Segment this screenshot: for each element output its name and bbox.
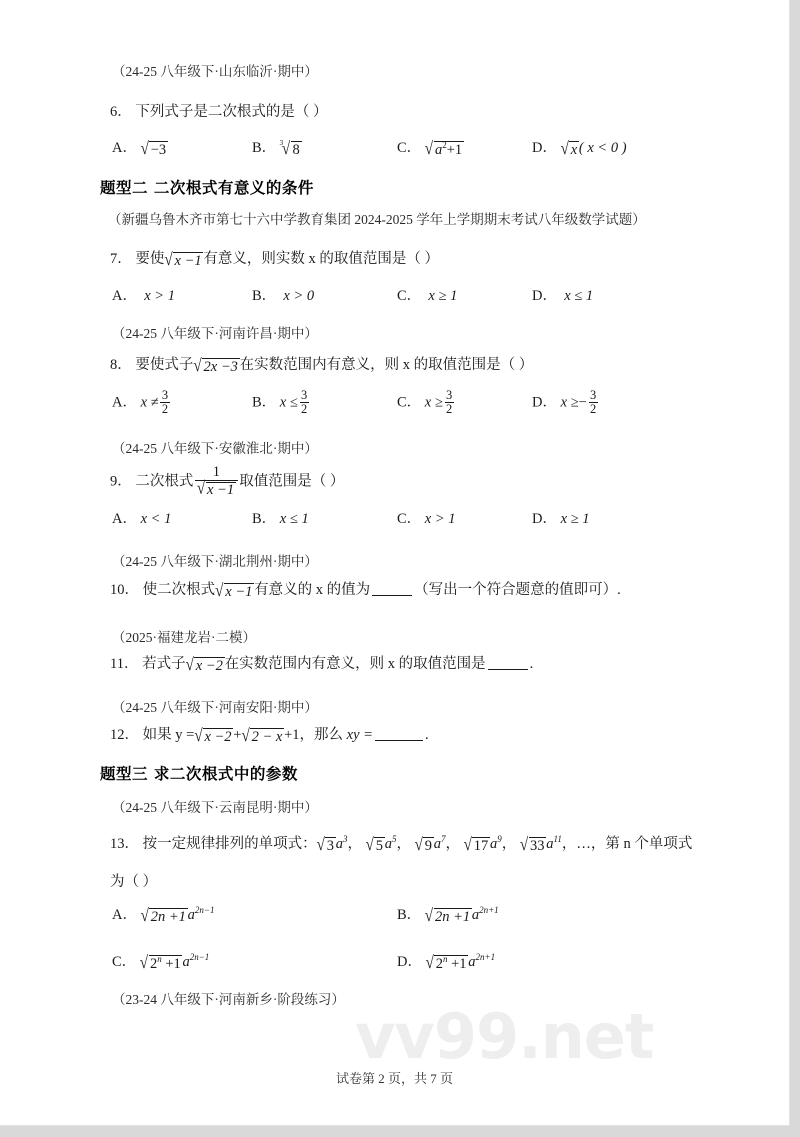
q13-term-3-exp: 7: [441, 834, 446, 845]
q8-option-c[interactable]: [397, 390, 456, 416]
q7-option-a[interactable]: [112, 284, 175, 305]
q8-option-c-den: 2: [446, 401, 453, 416]
q13-term-5-exp: 11: [553, 834, 562, 845]
q13-option-a[interactable]: [112, 903, 214, 926]
q6-option-c-label: C．: [397, 140, 422, 156]
q13-term-1-radicand: 3: [326, 837, 335, 854]
q8-option-b-label: B．: [252, 394, 277, 411]
q9-number: 9．: [110, 473, 132, 490]
sqrt-icon: [215, 583, 254, 601]
fraction: [300, 389, 309, 415]
q11-stem-pre: 若式子: [142, 656, 186, 672]
q6-option-a-label: A．: [112, 140, 137, 156]
sqrt-icon: [194, 728, 233, 746]
question-11: [110, 652, 533, 675]
q8-stem-pre: 要使式子: [135, 357, 194, 373]
sqrt-icon: [425, 141, 464, 159]
q6-option-c-exp: 2: [442, 139, 447, 150]
q7-option-b[interactable]: [252, 284, 314, 305]
q13-option-a-base: a: [187, 907, 195, 923]
q6-option-b-label: B．: [252, 140, 277, 156]
q6-option-b-value: 8: [292, 141, 300, 158]
q9-option-c-value: x > 1: [424, 511, 456, 527]
q6-option-a[interactable]: [112, 136, 168, 159]
watermark: vv99.net: [355, 1000, 654, 1073]
sqrt-icon: [140, 955, 183, 973]
sqrt-icon: [241, 728, 284, 746]
q9-option-c-label: C．: [397, 511, 422, 527]
q9-frac-den-radicand: x −1: [206, 481, 235, 498]
question-8: [110, 353, 533, 376]
q8-option-b-den: 2: [301, 401, 308, 416]
sqrt-icon: [197, 482, 236, 498]
sqrt-icon: [520, 837, 546, 855]
q7-option-b-value: x > 0: [283, 288, 315, 304]
q9-option-b-value: x ≤ 1: [279, 511, 309, 527]
q8-option-a[interactable]: [112, 390, 171, 416]
q13-option-d-base: a: [468, 954, 476, 970]
q7-option-a-label: A．: [112, 288, 137, 304]
q11-radicand: x −2: [195, 657, 223, 674]
q7-stem-post: 有意义，则实数 x 的取值范围是（ ）: [203, 251, 439, 267]
q13-term-4-radicand: 17: [473, 837, 489, 854]
source-q12: （24-25 八年级下·河南安阳·期中）: [112, 700, 318, 715]
q8-option-c-num: 3: [446, 388, 453, 403]
q7-option-d-value: x ≤ 1: [564, 288, 594, 304]
q7-option-b-label: B．: [252, 288, 277, 304]
q10-number: 10．: [110, 582, 139, 598]
q7-option-c[interactable]: [397, 284, 457, 305]
q13-option-a-label: A．: [112, 907, 137, 923]
sqrt-icon: [186, 657, 225, 675]
fraction: [589, 389, 598, 415]
q13-term-4-base: a: [490, 836, 498, 852]
source-q8: （24-25 八年级下·河南许昌·期中）: [112, 326, 318, 341]
q11-stem-post: 在实数范围内有意义，则 x 的取值范围是: [224, 656, 486, 672]
q13-option-b-label: B．: [397, 907, 422, 923]
q13-option-d-exp: 2n+1: [475, 952, 496, 963]
q13-term-2-base: a: [384, 836, 392, 852]
q13-option-d-rad-tail: +1: [447, 955, 467, 972]
q13-option-c-radicand: 2: [149, 955, 158, 972]
q13-stem-post: 第 n 个单项式: [605, 836, 693, 852]
question-13: 13． 按一定规律排列的单项式： √ 3 $a^3$， √ 5 $a^5$， √ 9 $a^7$， √ 17 $a^9$， √ 33 $a^{11}$，…，第 n 个单项式: [110, 832, 692, 855]
q7-option-d[interactable]: [532, 284, 593, 305]
q8-option-a-num: 3: [161, 388, 169, 403]
q9-frac-den: [195, 480, 237, 498]
q8-option-b-num: 3: [301, 388, 308, 403]
q9-option-b-label: B．: [252, 511, 277, 527]
q8-option-a-label: A．: [112, 394, 137, 411]
sqrt-icon: [141, 908, 188, 926]
q12-xy: xy =: [346, 727, 373, 743]
question-12: [110, 723, 429, 746]
question-9: [110, 466, 344, 498]
fraction: [160, 389, 169, 415]
sqrt-icon: [425, 908, 472, 926]
q8-option-a-den: 2: [161, 401, 169, 416]
q13-option-b-base: a: [471, 907, 480, 923]
q9-option-c[interactable]: [397, 507, 456, 528]
q9-option-a-value: x < 1: [140, 511, 172, 527]
source-q11: （2025·福建龙岩·二模）: [112, 630, 256, 645]
q13-term-3-radicand: 9: [424, 837, 433, 854]
q8-stem-post: 在实数范围内有意义，则 x 的取值范围是（ ）: [239, 357, 534, 373]
q13-option-c-base: a: [182, 954, 190, 970]
q13-term-2-exp: 5: [392, 834, 397, 845]
q13-option-d-radicand: 2: [435, 955, 443, 972]
question-10: [110, 578, 621, 601]
q6-number: 6．: [110, 104, 132, 120]
q8-option-b[interactable]: [252, 390, 311, 416]
q7-radicand: x −1: [174, 252, 202, 269]
heading-type-3: 题型三 求二次根式中的参数: [100, 765, 298, 783]
q7-option-a-value: x > 1: [144, 288, 175, 304]
question-7: [110, 247, 439, 270]
q13-term-5-base: a: [546, 836, 554, 852]
q13-option-b-exp: 2n+1: [479, 905, 499, 916]
q6-option-d-value: x: [570, 141, 578, 158]
source-q7: （新疆乌鲁木齐市第七十六中学教育集团 2024-2025 学年上学期期末考试八年级数学试题）: [108, 212, 646, 227]
sqrt-icon: [415, 837, 434, 855]
q9-option-a[interactable]: [112, 507, 171, 528]
q10-stem-post: （写出一个符合题意的值即可）.: [414, 582, 621, 598]
sqrt-icon: [317, 837, 336, 855]
q8-option-d-rel: x ≥: [560, 394, 579, 411]
q8-option-b-rel: x ≤: [279, 394, 298, 411]
q12-radicand-1: x −2: [204, 728, 232, 745]
sqrt-icon: [141, 141, 168, 159]
answer-blank[interactable]: [488, 655, 528, 670]
q13-option-c-label: C．: [112, 954, 137, 970]
q13-stem-line2: 为（ ）: [110, 874, 158, 890]
cube-root-icon: [280, 141, 302, 159]
heading-type-2: 题型二 二次根式有意义的条件: [100, 179, 314, 197]
q6-stem: 下列式子是二次根式的是（ ）: [135, 104, 328, 120]
q8-option-d-label: D．: [532, 394, 557, 411]
q13-option-d[interactable]: [397, 950, 495, 973]
q9-stem-pre: 二次根式: [135, 473, 194, 490]
q6-option-c-base: a: [434, 141, 443, 158]
q7-number: 7．: [110, 251, 132, 267]
fraction: [195, 465, 237, 497]
q6-option-c[interactable]: [397, 136, 464, 159]
q10-radicand: x −1: [225, 583, 253, 600]
q9-option-d-value: x ≥ 1: [560, 511, 590, 527]
q12-number: 12．: [110, 727, 139, 743]
q9-option-d[interactable]: [532, 507, 590, 528]
fraction: [445, 389, 454, 415]
q6-option-d-condition: ( x < 0 ): [578, 140, 627, 156]
q10-stem-pre: 使二次根式: [142, 582, 216, 598]
q9-option-d-label: D．: [532, 511, 557, 527]
q13-stem-pre: 按一定规律排列的单项式：: [142, 836, 317, 852]
q6-option-d[interactable]: [532, 136, 627, 159]
q8-option-d[interactable]: [532, 390, 600, 416]
source-q6: （24-25 八年级下·山东临沂·期中）: [112, 64, 318, 79]
sqrt-icon: [464, 837, 490, 855]
q6-option-b[interactable]: [252, 136, 302, 159]
q13-term-3-base: a: [433, 836, 441, 852]
question-6: [110, 100, 328, 121]
q13-option-c-rad-exp: n: [157, 953, 162, 964]
q9-stem-post: 取值范围是（ ）: [239, 473, 345, 490]
q6-option-d-label: D．: [532, 140, 557, 156]
source-q13: （24-25 八年级下·云南昆明·期中）: [112, 800, 318, 815]
q8-option-d-num: 3: [590, 388, 597, 403]
q13-option-d-label: D．: [397, 954, 422, 970]
q7-stem-pre: 要使: [135, 251, 165, 267]
q8-option-c-label: C．: [397, 394, 422, 411]
sqrt-icon: [164, 252, 203, 270]
source-q10: （24-25 八年级下·湖北荆州·期中）: [112, 554, 318, 569]
q9-option-b[interactable]: [252, 507, 309, 528]
q13-term-4-exp: 9: [497, 834, 502, 845]
answer-blank[interactable]: [372, 581, 412, 596]
sqrt-icon: [561, 141, 579, 159]
q13-term-2-radicand: 5: [375, 837, 384, 854]
q8-option-d-den: 2: [590, 401, 597, 416]
q13-option-a-radicand: 2n +1: [150, 908, 186, 925]
q6-option-a-value: −3: [150, 141, 167, 158]
q13-option-b-radicand: 2n +1: [434, 908, 471, 925]
source-q9: （24-25 八年级下·安徽淮北·期中）: [112, 441, 318, 456]
q13-term-5-radicand: 33: [530, 837, 545, 854]
q12-plus: +: [233, 727, 242, 743]
answer-blank[interactable]: [375, 726, 423, 741]
sqrt-icon: [366, 837, 385, 855]
q13-option-b[interactable]: [397, 903, 499, 926]
q13-ellipsis: ，…，: [561, 836, 606, 852]
q7-option-c-label: C．: [397, 288, 422, 304]
q13-option-c-exp: 2n−1: [189, 952, 210, 963]
q7-option-c-value: x ≥ 1: [428, 288, 458, 304]
q13-option-c-rad-tail: +1: [161, 955, 181, 972]
source-q14: （23-24 八年级下·河南新乡·阶段练习）: [112, 992, 345, 1007]
q8-option-a-rel: x ≠: [140, 394, 159, 411]
q11-number: 11．: [110, 656, 139, 672]
q10-stem-mid: 有意义的 x 的值为: [254, 582, 371, 598]
q13-term-1-exp: 3: [343, 834, 348, 845]
q13-option-a-exp: 2n−1: [194, 905, 215, 916]
q8-option-c-rel: x ≥: [424, 394, 443, 411]
q13-term-1-base: a: [335, 836, 343, 852]
page-footer: 试卷第 2 页，共 7 页: [335, 1071, 453, 1086]
q8-number: 8．: [110, 357, 132, 373]
sqrt-icon: [426, 955, 469, 973]
q9-option-a-label: A．: [112, 511, 137, 527]
q12-radicand-2: 2 − x: [251, 728, 283, 745]
q12-plus-one: +1，那么: [284, 727, 344, 743]
q13-number: 13．: [110, 836, 139, 852]
sqrt-icon: [193, 358, 239, 376]
q13-option-c[interactable]: [112, 950, 209, 973]
q9-frac-num: 1: [212, 464, 220, 481]
q11-stem-end: .: [529, 656, 534, 672]
q13-option-d-rad-exp: n: [443, 953, 448, 964]
q12-stem-pre: 如果 y =: [142, 727, 195, 743]
q6-option-c-tail: +1: [446, 141, 463, 158]
q7-option-d-label: D．: [532, 288, 557, 304]
q8-radicand: 2x −3: [203, 358, 238, 375]
q12-stem-end: .: [424, 727, 429, 743]
q8-option-d-sign: −: [578, 394, 587, 411]
